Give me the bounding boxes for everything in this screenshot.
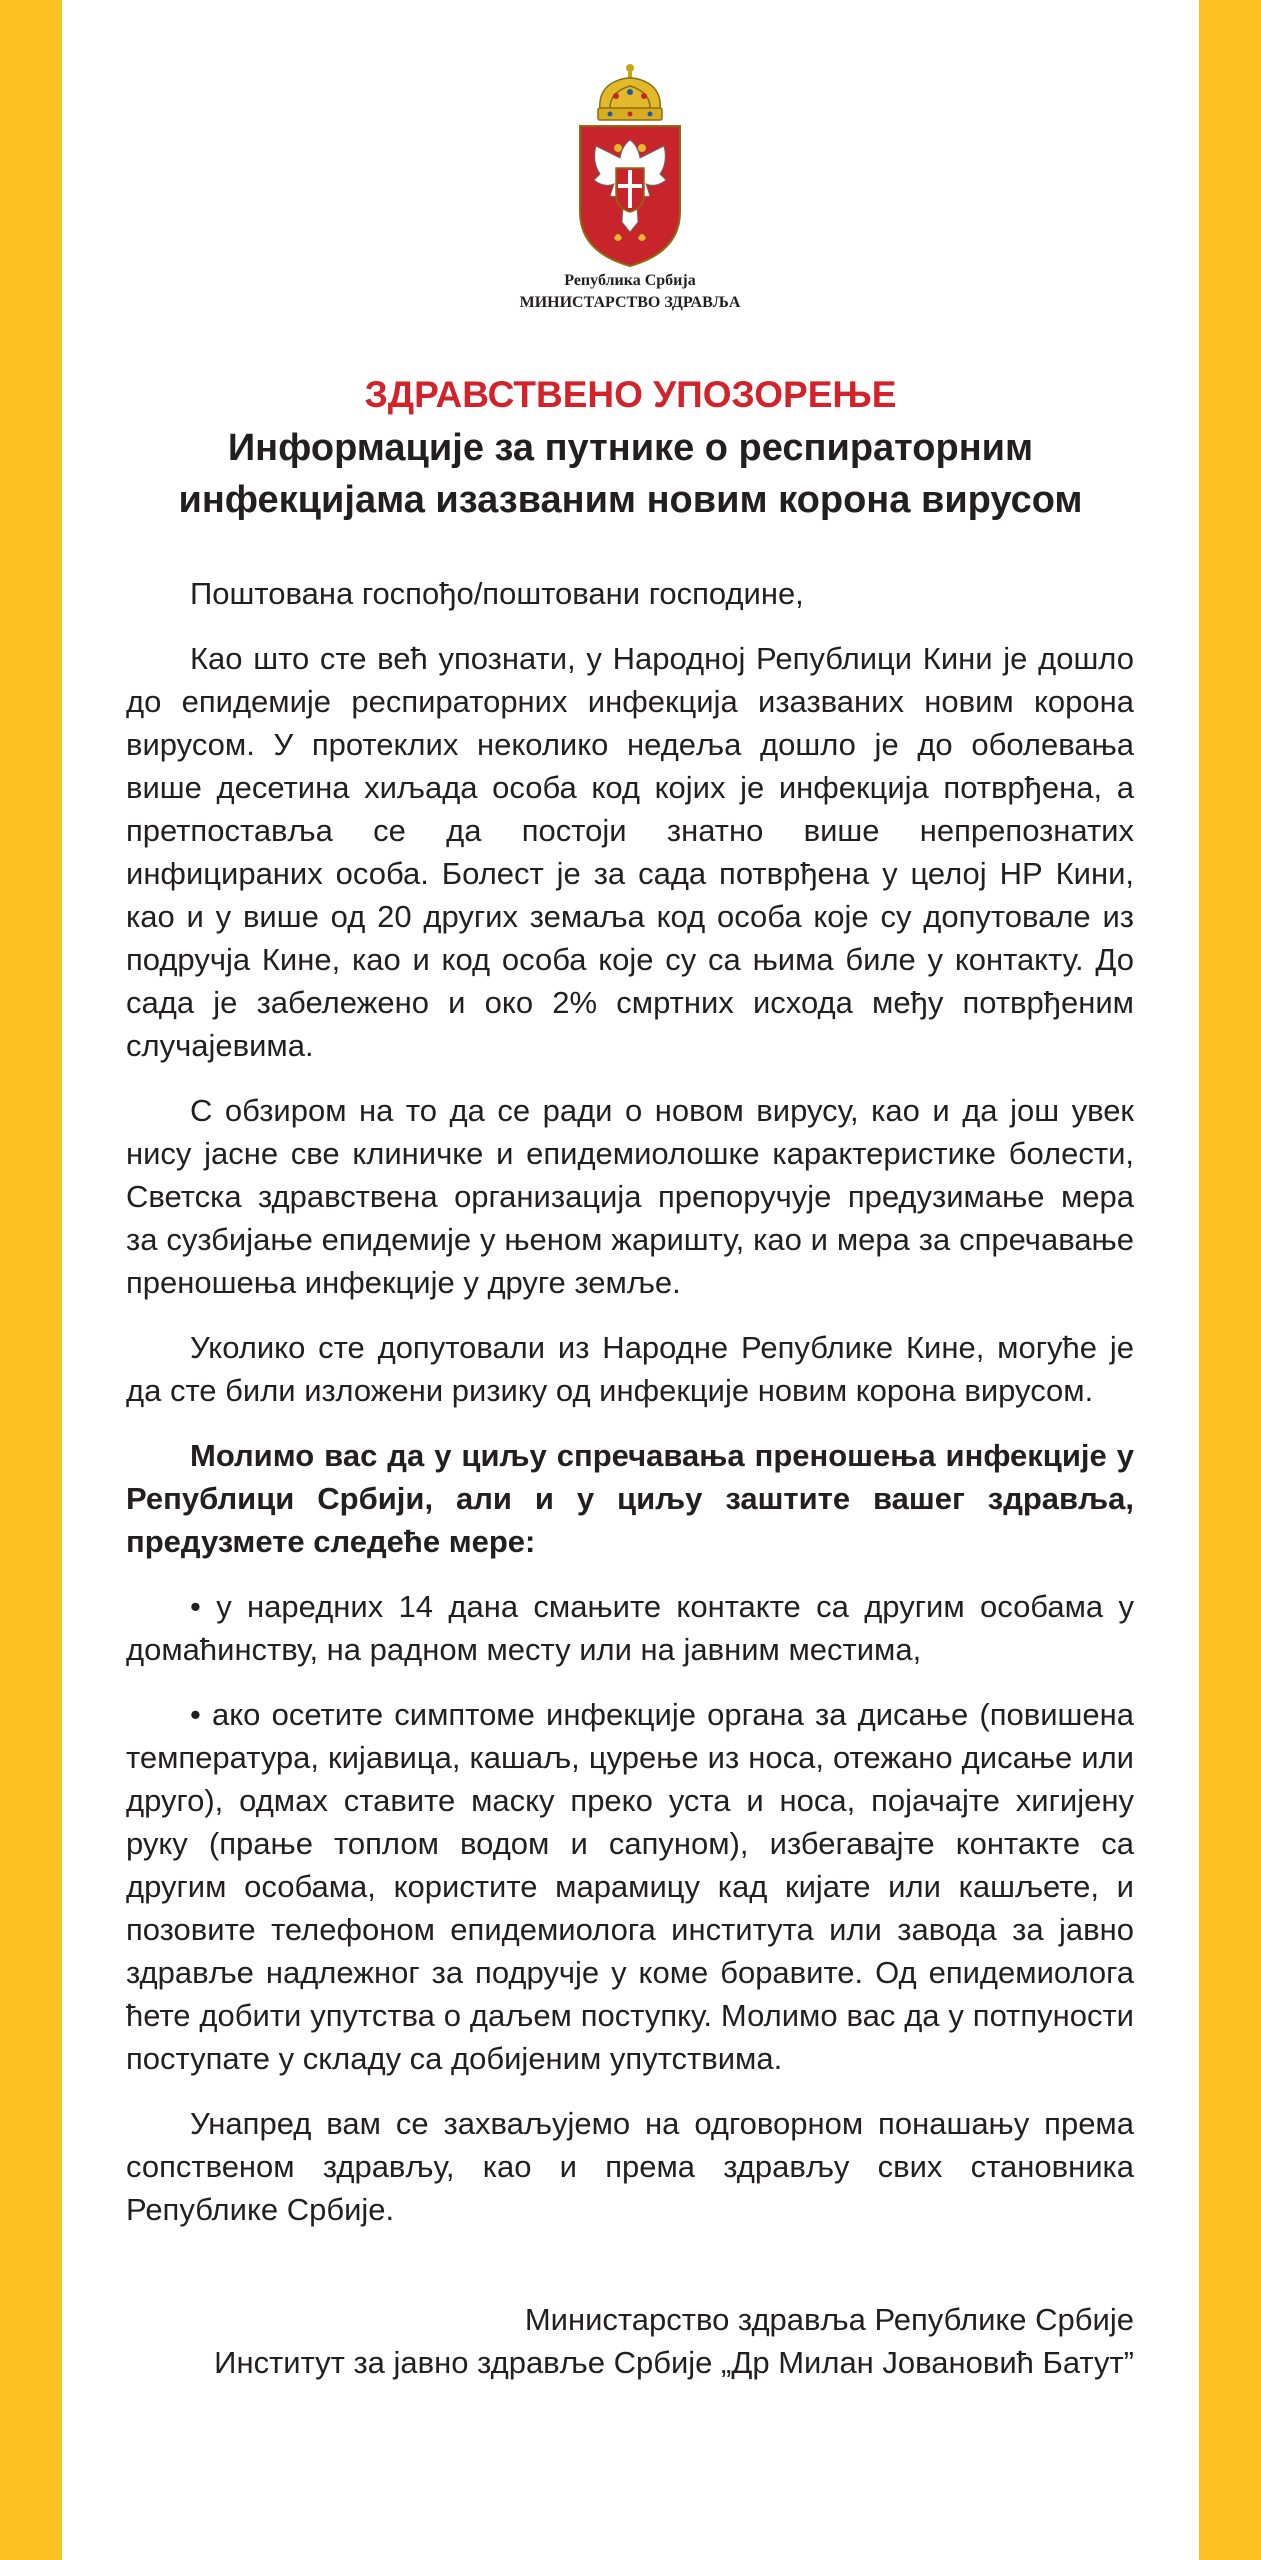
letter-body — [126, 572, 1134, 2231]
paragraph-who-recommendation: С обзиром на то да се ради о новом вирусу, као и да још увек нису јасне све клиничке и епидемиолошке карактеристике болести, Светска здравствена организација препоручује предузимање мера за сузбијање епидемије у њеном жаришту, као и мера за спречавање преношења инфекције у друге земље. — [126, 1093, 1134, 1300]
subtitle-line-2: инфекцијама изазваним новим корона вирусом — [178, 479, 1083, 521]
republic-name: Република Србија — [564, 272, 696, 289]
paragraph-closing: Унапред вам се захваљујемо на одговорном понашању према сопственом здрављу, као и према здрављу свих становника Републике Србије. — [126, 2106, 1134, 2227]
ministry-name: МИНИСТАРСТВО ЗДРАВЉА — [519, 294, 741, 311]
signature-ministry: Министарство здравља Републике Србије — [524, 2302, 1134, 2337]
signature — [126, 2298, 1134, 2384]
right-yellow-band — [1199, 0, 1261, 2560]
warning-title: ЗДРАВСТВЕНО УПОЗОРЕЊЕ — [364, 374, 897, 415]
serbian-coat-of-arms-icon — [570, 62, 690, 268]
bullet-symptoms-instructions: • ако осетите симптоме инфекције органа за дисање (повишена температура, кијавица, кашаљ, цурење из носа, отежано дисање или друго), одмах ставите маску преко уста и носа, појачајте хигијену руку (прање топлом водом и сапуном), избегавајте контакте са другим особама, користите марамицу кад кијате или кашљете, и позовите телефоном епидемиолога института или завода за јавно здравље надлежног за подручје у коме боравите. Од епидемиолога ћете добити упутства о даљем поступку. Молимо вас да у потпуности поступате у складу са добијеним упутствима. — [126, 1697, 1134, 2076]
paragraph-exposure-risk: Уколико сте допутовали из Народне Републике Кине, могуће је да сте били изложени ризику од инфекције новим корона вирусом. — [126, 1330, 1134, 1408]
paragraph-request-measures: Молимо вас да у циљу спречавања преношења инфекције у Републици Србији, али и у циљу заштите вашег здравља, предузмете следеће мере: — [126, 1438, 1134, 1559]
signature-institute: Институт за јавно здравље Србије „Др Милан Јовановић Батут” — [214, 2345, 1134, 2380]
subtitle — [126, 422, 1135, 526]
ministry-header — [430, 270, 830, 314]
bullet-reduce-contacts: • у наредних 14 дана смањите контакте са другим особама у домаћинству, на радном месту или на јавним местима, — [126, 1589, 1134, 1667]
left-yellow-band — [0, 0, 62, 2560]
greeting: Поштована госпођо/поштовани господине, — [190, 576, 804, 611]
subtitle-line-1: Информације за путнике о респираторним — [227, 427, 1034, 469]
paragraph-epidemic-info: Као што сте већ упознати, у Народној Републици Кини је дошло до епидемије респираторних инфекција изазваних новим корона вирусом. У протеклих неколико недеља дошло је до оболевања више десетина хиљада особа код којих је инфекција потврђена, а претпоставља се да постоји знатно више непрепознатих инфицираних особа. Болест је за сада потврђена у целој НР Кини, као и у више од 20 других земаља код особа које су допутовале из подручја Кине, као и код особа које су са њима биле у контакту. До сада је забележено и око 2% смртних исхода међу потврђеним случајевима. — [126, 641, 1134, 1063]
